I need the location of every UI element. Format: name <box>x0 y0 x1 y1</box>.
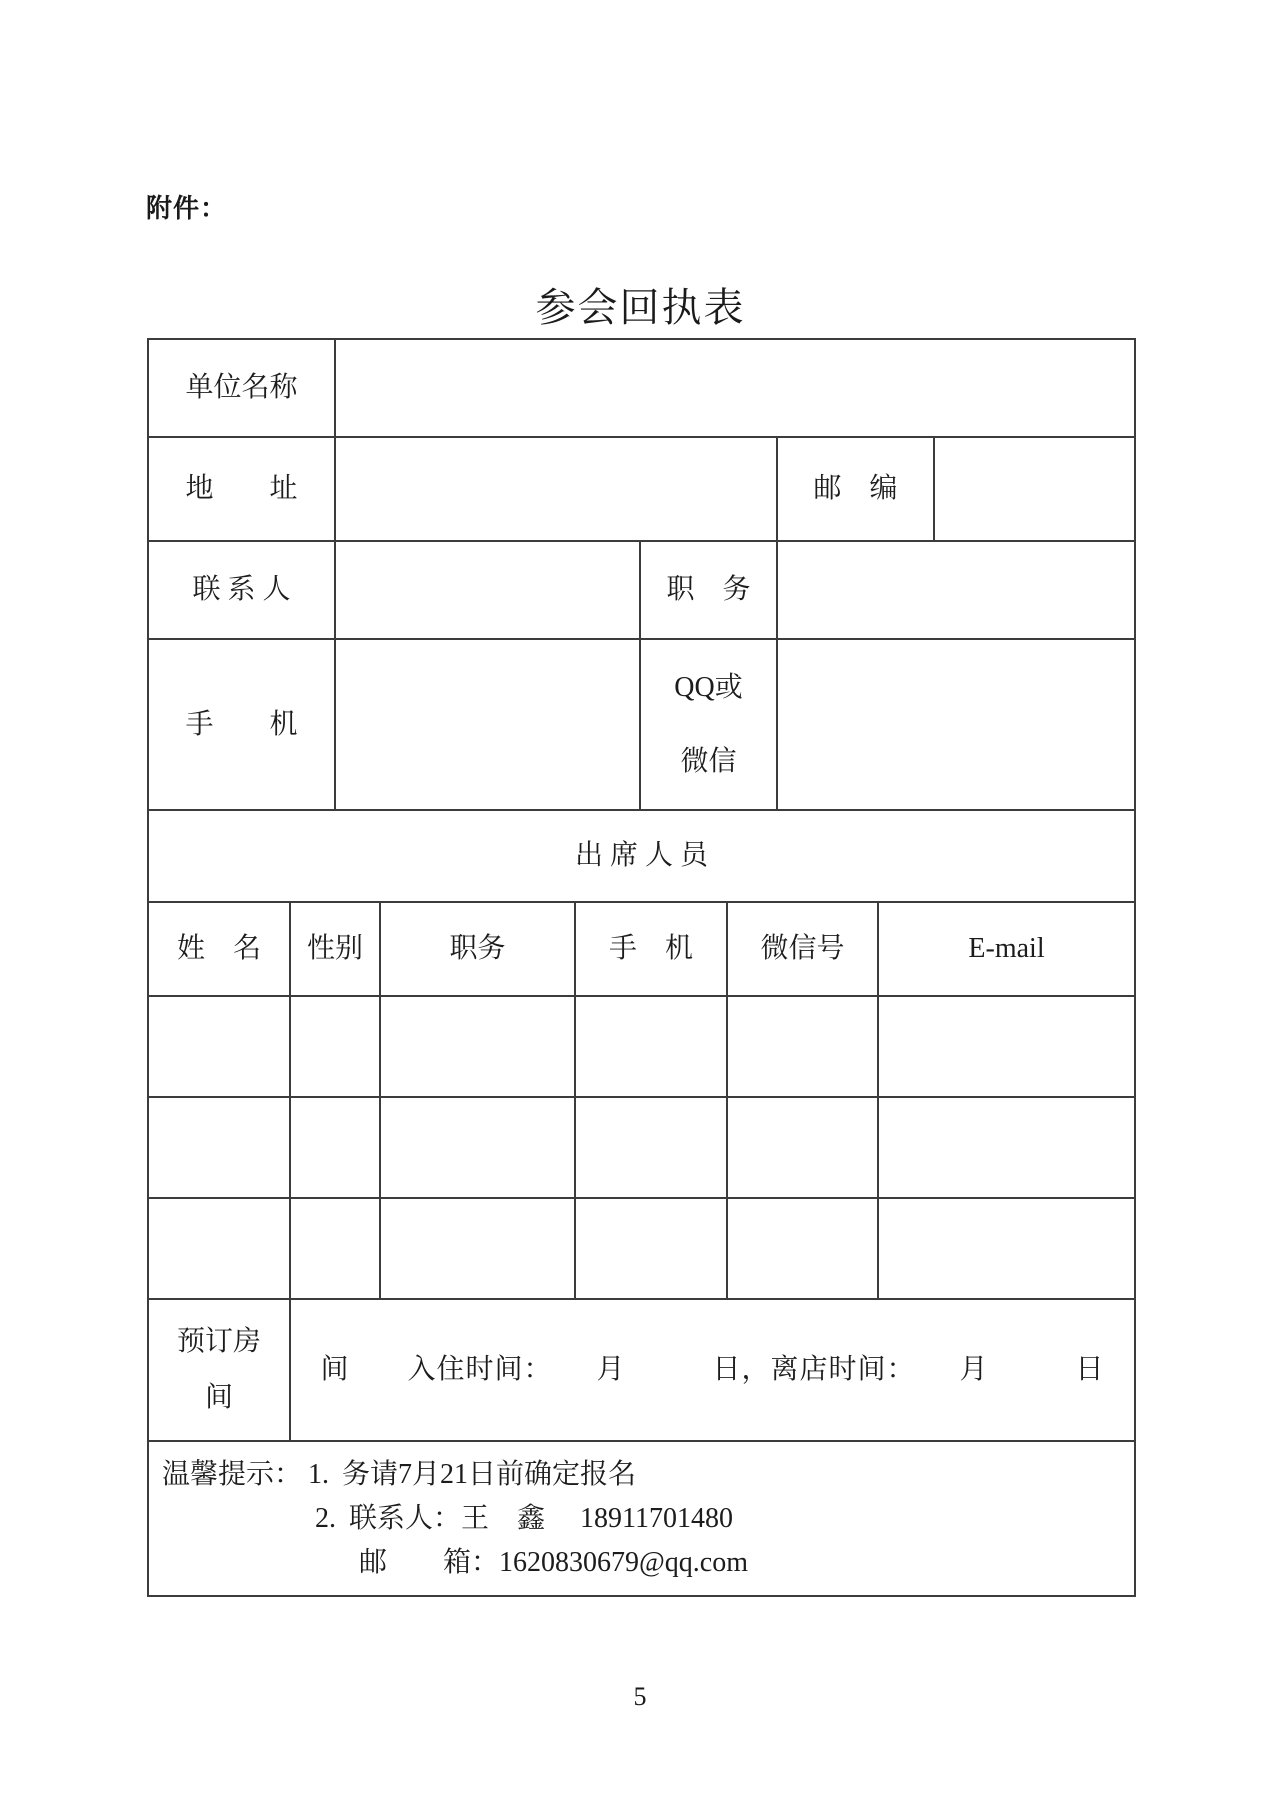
booking-content: 间 入住时间： 月 日，离店时间： 月 日 <box>290 1299 1135 1441</box>
contact-value-cell <box>335 541 640 639</box>
attendee-email-cell <box>878 1198 1135 1299</box>
row-tips <box>148 1441 1135 1596</box>
row-attendees-title <box>148 810 1135 902</box>
tips-label: 温馨提示： <box>162 1458 303 1490</box>
page-number: 5 <box>633 1682 647 1711</box>
col-header-gender: 性别 <box>290 902 380 996</box>
attendee-wechat-cell <box>727 1097 878 1198</box>
col-header-mobile: 手 机 <box>575 902 727 996</box>
attendee-name-cell <box>148 1097 290 1198</box>
tips-item2-number: 2. <box>315 1502 336 1534</box>
tips-line-2 <box>315 1497 1124 1541</box>
position-label: 职 务 <box>640 541 777 639</box>
page-title: 参会回执表 <box>535 286 746 330</box>
qq-wechat-label <box>640 639 777 810</box>
attendee-row-1 <box>148 996 1135 1097</box>
qq-wechat-value-cell <box>777 639 1135 810</box>
tips-line-1 <box>162 1453 1124 1497</box>
col-header-email: E-mail <box>878 902 1135 996</box>
qq-wechat-label-line1: QQ或 <box>674 671 743 703</box>
attendee-name-cell <box>148 1198 290 1299</box>
attendee-gender-cell <box>290 1097 380 1198</box>
attendee-wechat-cell <box>727 996 878 1097</box>
postcode-label: 邮 编 <box>777 437 934 541</box>
row-mobile <box>148 639 1135 810</box>
attendee-email-cell <box>878 1097 1135 1198</box>
unit-name-label: 单位名称 <box>148 339 335 437</box>
tips-item1-text: 务请7月21日前确定报名 <box>342 1458 637 1490</box>
attendee-row-3 <box>148 1198 1135 1299</box>
attendee-position-cell <box>380 1097 575 1198</box>
row-unit-name <box>148 339 1135 437</box>
tips-cell <box>148 1441 1135 1596</box>
tips-item2-text: 联系人：王 鑫 18911701480 <box>349 1502 733 1534</box>
booking-label <box>148 1299 290 1441</box>
unit-name-value-cell <box>335 339 1135 437</box>
attendee-mobile-cell <box>575 1198 727 1299</box>
attendee-name-cell <box>148 996 290 1097</box>
attendee-gender-cell <box>290 996 380 1097</box>
reply-form-table <box>147 338 1136 1597</box>
qq-wechat-label-line2: 微信 <box>680 745 737 777</box>
attendee-mobile-cell <box>575 996 727 1097</box>
col-header-wechat: 微信号 <box>727 902 878 996</box>
attendee-row-2 <box>148 1097 1135 1198</box>
attendees-section-title: 出 席 人 员 <box>148 810 1135 902</box>
position-value-cell <box>777 541 1135 639</box>
tips-line-3 <box>359 1541 1124 1585</box>
attendee-gender-cell <box>290 1198 380 1299</box>
attendee-email-cell <box>878 996 1135 1097</box>
tips-item1-number: 1. <box>308 1458 330 1490</box>
contact-label: 联 系 人 <box>148 541 335 639</box>
col-header-name: 姓 名 <box>148 902 290 996</box>
row-attendees-header <box>148 902 1135 996</box>
attendee-position-cell <box>380 1198 575 1299</box>
attendee-wechat-cell <box>727 1198 878 1299</box>
address-value-cell <box>335 437 777 541</box>
tips-item3-text: 邮 箱：1620830679@qq.com <box>359 1546 748 1578</box>
attendee-mobile-cell <box>575 1097 727 1198</box>
postcode-value-cell <box>934 437 1135 541</box>
attendee-position-cell <box>380 996 575 1097</box>
row-address <box>148 437 1135 541</box>
attachment-label: 附件： <box>146 193 228 223</box>
row-booking <box>148 1299 1135 1441</box>
booking-label-line1: 预订房 <box>176 1326 261 1357</box>
mobile-label: 手 机 <box>148 639 335 810</box>
mobile-value-cell <box>335 639 640 810</box>
address-label: 地 址 <box>148 437 335 541</box>
row-contact <box>148 541 1135 639</box>
booking-label-line2: 间 <box>204 1382 233 1413</box>
col-header-position: 职务 <box>380 902 575 996</box>
